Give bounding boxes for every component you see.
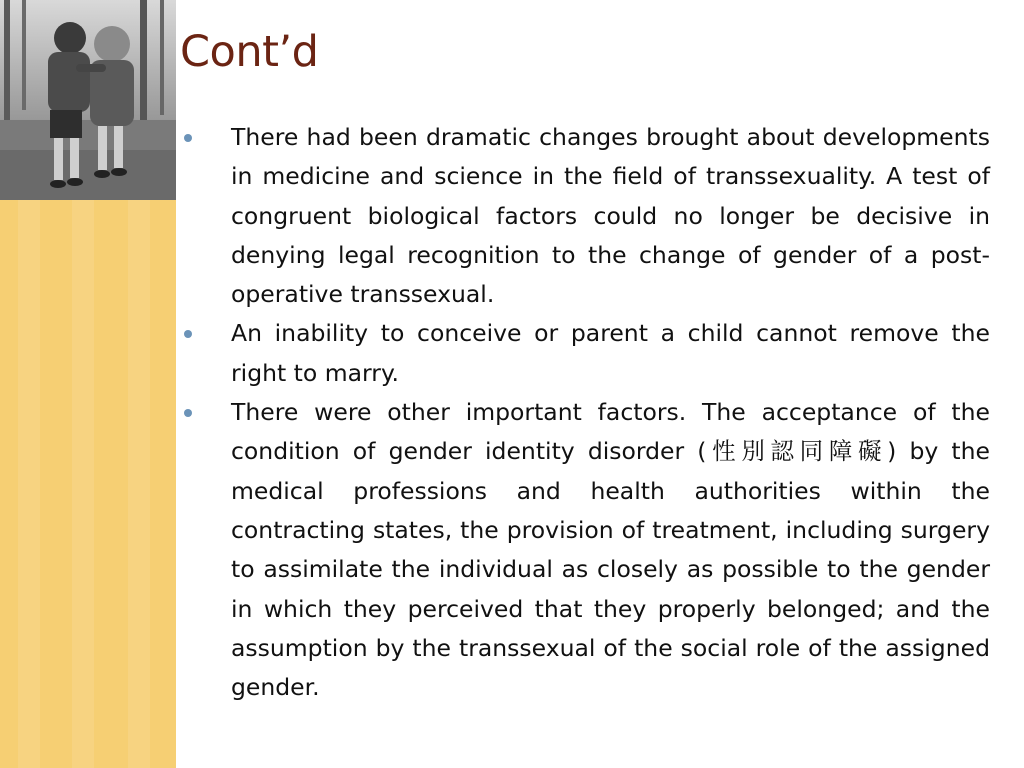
sidebar-texture [18, 200, 40, 768]
bullet-text: An inability to conceive or parent a child cannot remove the right to marry. [231, 319, 990, 387]
sidebar-texture [128, 200, 150, 768]
bullet-item [184, 118, 990, 314]
bullet-item [184, 314, 990, 393]
bullet-item [184, 393, 990, 707]
bullet-icon [184, 134, 192, 142]
bullet-icon [184, 409, 192, 417]
bullet-text: There had been dramatic changes brought about developments in medicine and science in the field of transsexuality. A test of congruent biological factors could no longer be decisive in denying legal recognition to the change of gender of a post-operative transsexual. [231, 123, 990, 309]
decorative-sidebar [0, 0, 176, 768]
bullet-text: There were other important factors. The acceptance of the condition of gender identity disorder (性別認同障礙) by the medical professions and health authorities within the contracting states, the provision of treatment, including surgery to assimilate the individual as closely as possible to the gender in which they perceived that they properly belonged; and the assumption by the transsexual of the social role of the assigned gender. [231, 398, 990, 702]
children-walking-photo [0, 0, 176, 200]
bullet-icon [184, 330, 192, 338]
bullet-list [184, 118, 990, 707]
slide-title: Cont’d [180, 27, 319, 77]
sidebar-texture [72, 200, 94, 768]
